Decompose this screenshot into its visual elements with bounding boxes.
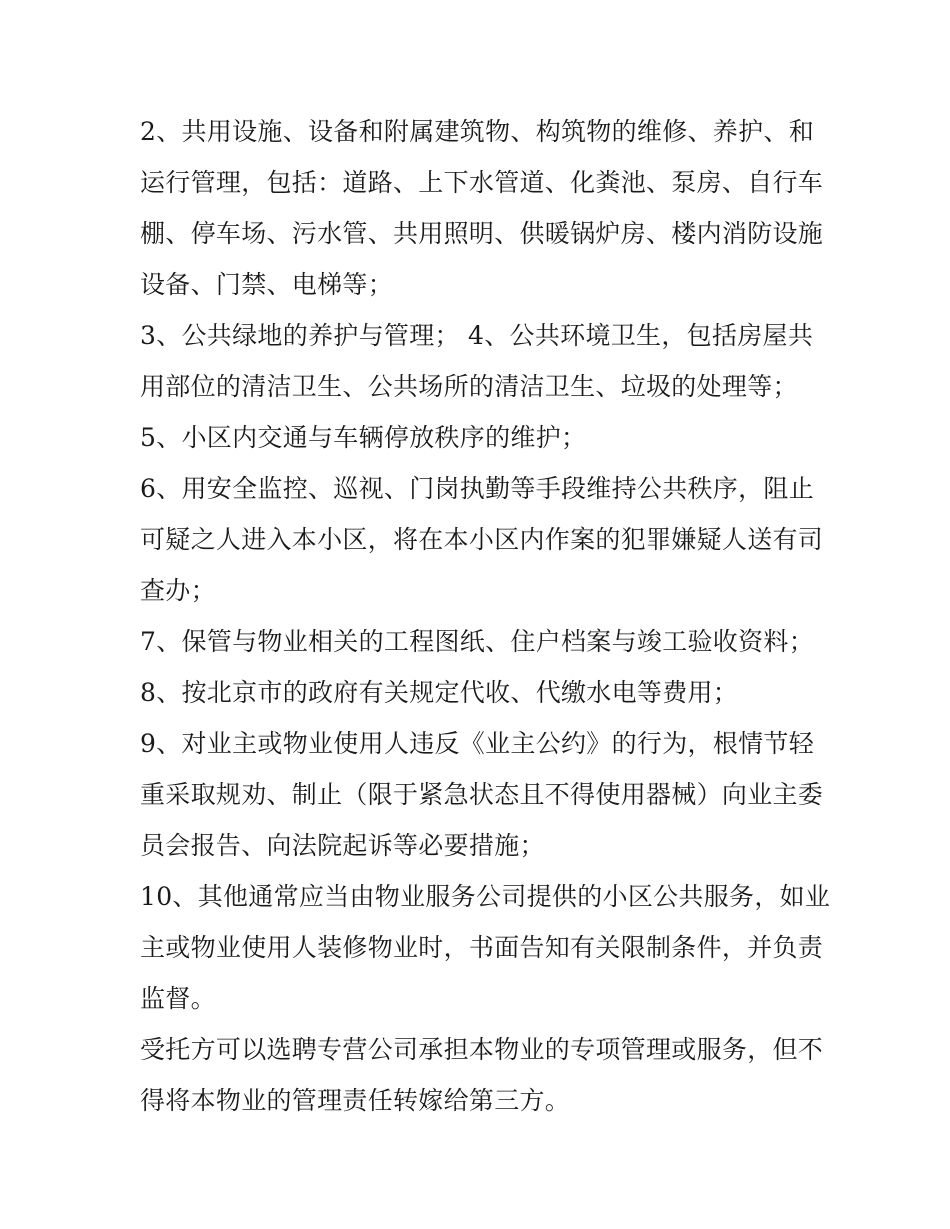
text-line: 6、用安全监控、巡视、门岗执勤等手段维持公共秩序，阻止 xyxy=(140,474,815,503)
text-line: 设备、门禁、电梯等； xyxy=(140,270,394,299)
document-body xyxy=(140,106,831,1126)
text-line: 棚、停车场、污水管、共用照明、供暖锅炉房、楼内消防设施 xyxy=(140,219,824,248)
text-line: 受托方可以选聘专营公司承担本物业的专项管理或服务，但不 xyxy=(140,1035,824,1064)
text-line: 查办； xyxy=(140,576,216,605)
text-line: 2、共用设施、设备和附属建筑物、构筑物的维修、养护、和 xyxy=(140,117,815,146)
text-line: 10、其他通常应当由物业服务公司提供的小区公共服务，如业 xyxy=(140,882,831,911)
text-line: 员会报告、向法院起诉等必要措施； xyxy=(140,831,545,860)
text-line: 3、公共绿地的养护与管理； 4、公共环境卫生，包括房屋共 xyxy=(140,321,814,350)
text-line: 9、对业主或物业使用人违反《业主公约》的行为，根情节轻 xyxy=(140,729,815,758)
text-line: 用部位的清洁卫生、公共场所的清洁卫生、垃圾的处理等； xyxy=(140,372,798,401)
text-line: 主或物业使用人装修物业时，书面告知有关限制条件，并负责 xyxy=(140,933,824,962)
text-line: 重采取规劝、制止（限于紧急状态且不得使用器械）向业主委 xyxy=(140,780,824,809)
text-line: 8、按北京市的政府有关规定代收、代缴水电等费用； xyxy=(140,678,739,707)
text-line: 运行管理，包括：道路、上下水管道、化粪池、泵房、自行车 xyxy=(140,168,824,197)
text-line: 7、保管与物业相关的工程图纸、住户档案与竣工验收资料； xyxy=(140,627,815,656)
text-line: 可疑之人进入本小区，将在本小区内作案的犯罪嫌疑人送有司 xyxy=(140,525,824,554)
text-line: 监督。 xyxy=(140,984,216,1013)
text-line: 得将本物业的管理责任转嫁给第三方。 xyxy=(140,1086,571,1115)
text-line: 5、小区内交通与车辆停放秩序的维护； xyxy=(140,423,587,452)
